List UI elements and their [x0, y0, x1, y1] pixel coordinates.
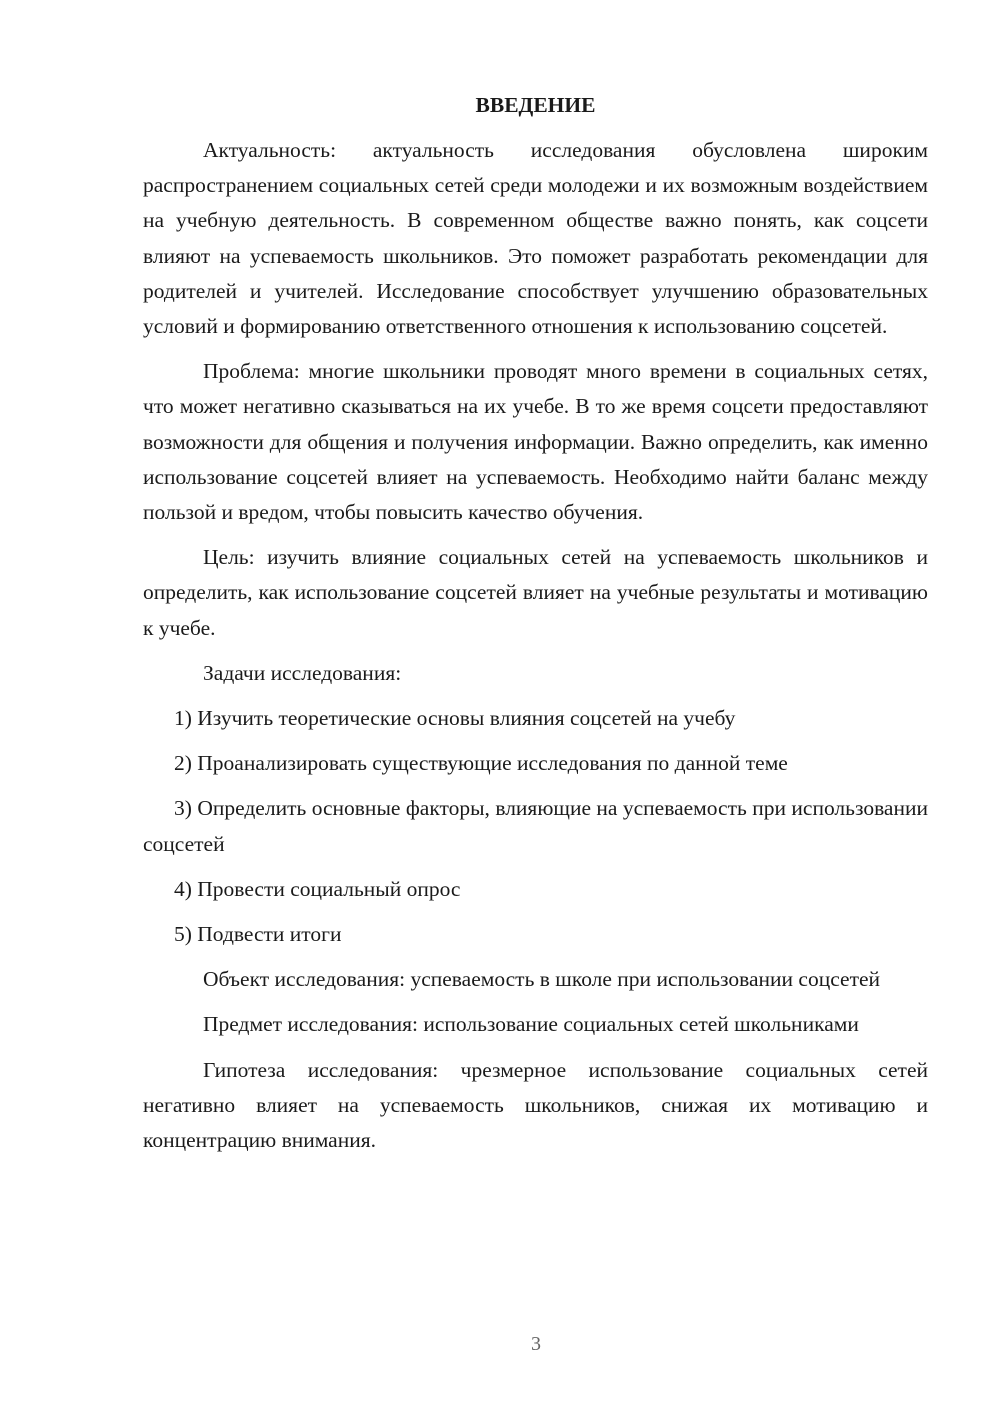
goal-paragraph: Цель: изучить влияние социальных сетей на успеваемость школьников и определить, как использование соцсетей влияет на учебные результаты и мотивацию к учебе. [143, 545, 928, 640]
task-item-1: 1) Изучить теоретические основы влияния соцсетей на учебу [174, 706, 736, 731]
task-item-5: 5) Подвести итоги [174, 922, 342, 947]
task-item-2: 2) Проанализировать существующие исследования по данной теме [174, 751, 788, 776]
hypothesis-paragraph: Гипотеза исследования: чрезмерное использование социальных сетей негативно влияет на успеваемость школьников, снижая их мотивацию и концентрацию внимания. [143, 1057, 928, 1153]
subject-paragraph: Предмет исследования: использование социальных сетей школьниками [203, 1012, 859, 1037]
task-item-3: 3) Определить основные факторы, влияющие на успеваемость при использовании соцсетей [143, 796, 928, 856]
problem-paragraph: Проблема: многие школьники проводят много времени в социальных сетях, что может негативно сказываться на их учебе. В то же время соцсети предоставляют возможности для общения и получения информации. Важно определить, как именно использование соцсетей влияет на успеваемость. Необходимо найти баланс между пользой и вредом, чтобы повысить качество обучения. [143, 359, 928, 525]
document-page [143, 88, 928, 1168]
task-item-4: 4) Провести социальный опрос [174, 876, 461, 901]
page-number: 3 [531, 1333, 541, 1355]
page-title: ВВЕДЕНИЕ [475, 93, 596, 117]
object-paragraph: Объект исследования: успеваемость в школе при использовании соцсетей [203, 967, 881, 992]
relevance-paragraph: Актуальность: актуальность исследования обусловлена широким распространением социальных сетей среди молодежи и их возможным воздействием на учебную деятельность. В современном обществе важно понять, как соцсети влияют на успеваемость школьников. Это поможет разработать рекомендации для родителей и учителей. Исследование способствует улучшению образовательных условий и формированию ответственного отношения к использованию соцсетей. [143, 138, 928, 339]
tasks-heading: Задачи исследования: [203, 660, 402, 685]
